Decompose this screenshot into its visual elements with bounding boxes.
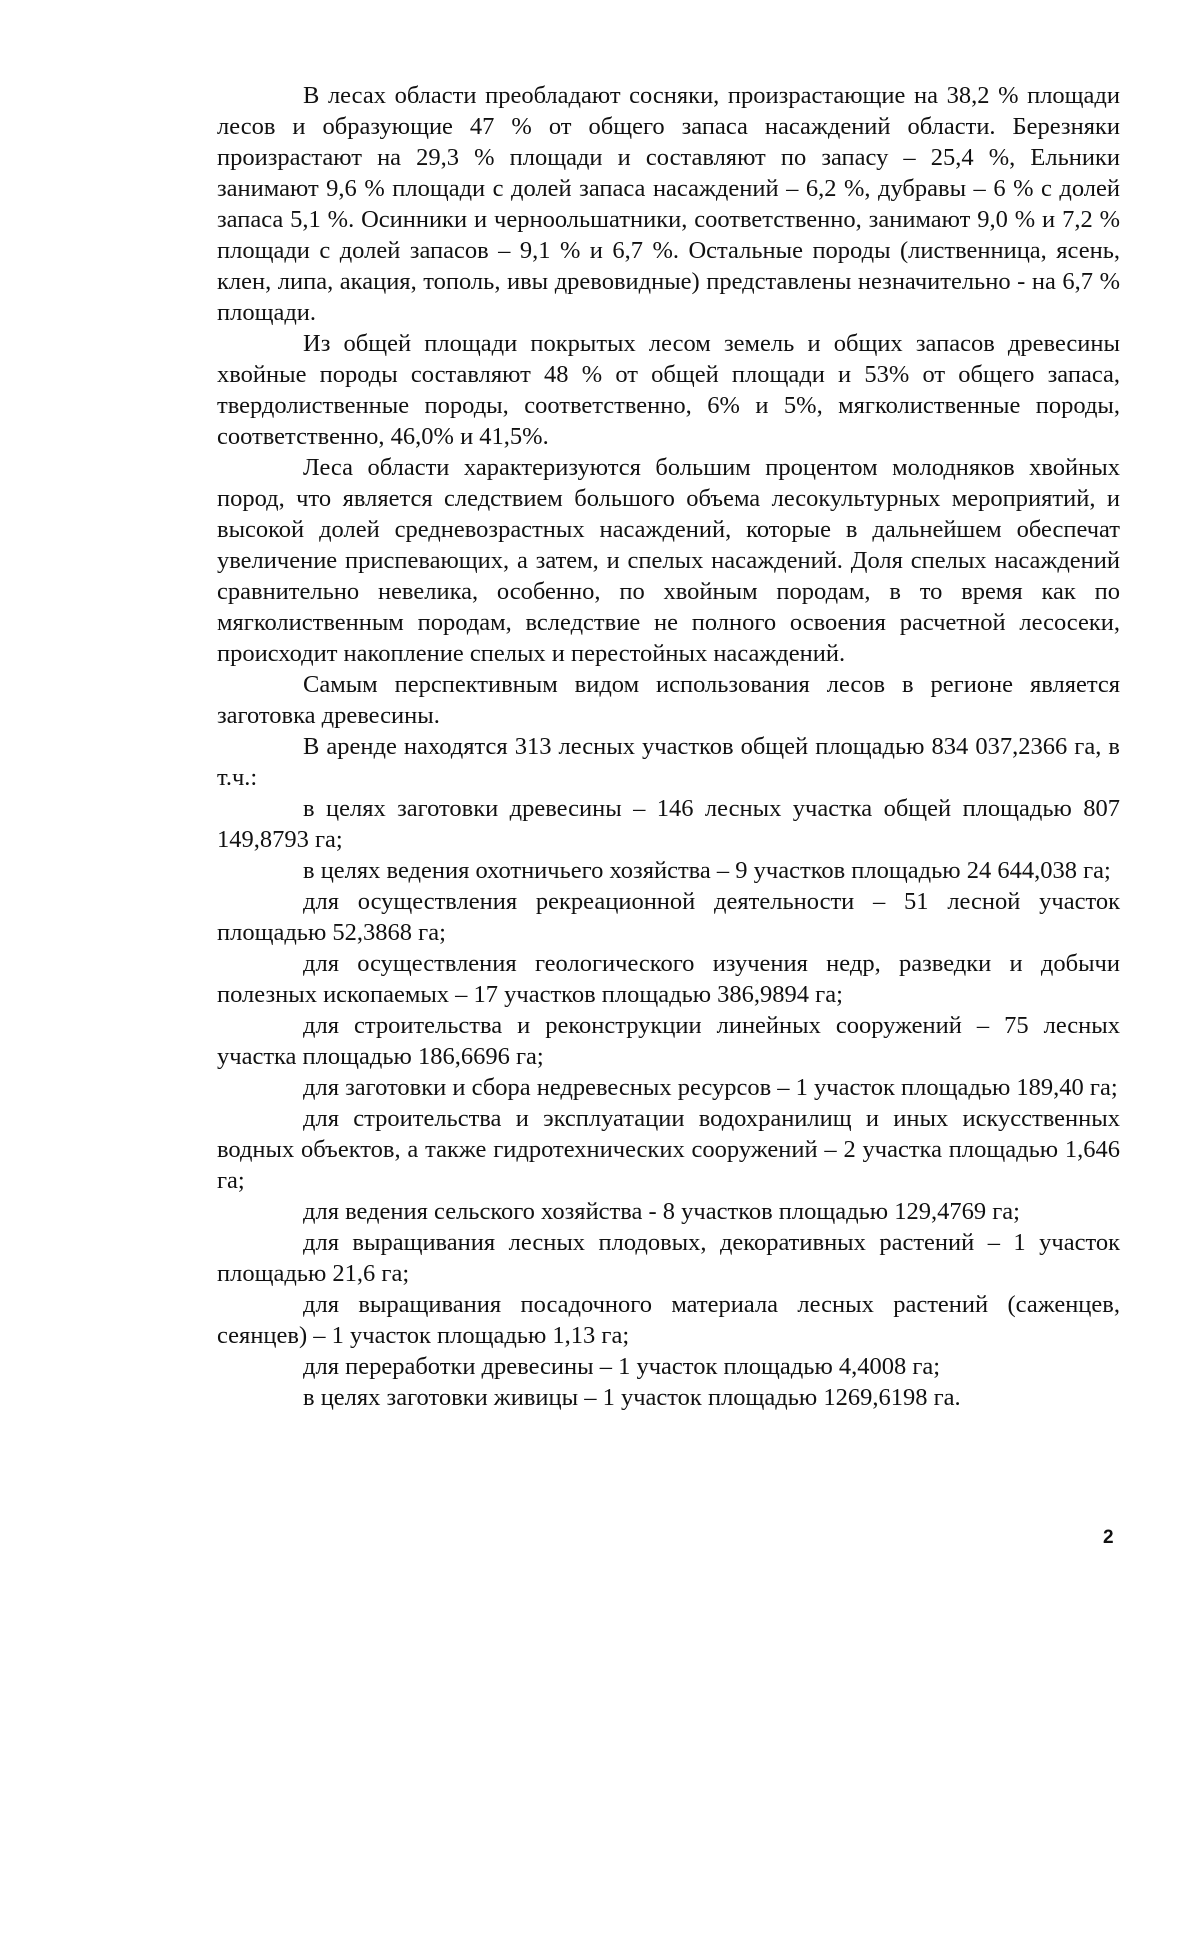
paragraph-species-share: Из общей площади покрытых лесом земель и общих запасов древесины хвойные породы составляют 48 % от общей площади и 53% от общего запаса, твердолиственные породы, соответственно, 6% и 5%, мягколиственные породы, соответственно, 46,0% и 41,5%. [217, 330, 1120, 450]
lease-item: для переработки древесины – 1 участок площадью 4,4008 га; [303, 1353, 941, 1380]
lease-item: для осуществления геологического изучения недр, разведки и добычи полезных ископаемых – 17 участков площадью 386,9894 га; [217, 950, 1120, 1008]
lease-item: для осуществления рекреационной деятельности – 51 лесной участок площадью 52,3868 га; [217, 888, 1120, 946]
page-number: 2 [1103, 1527, 1114, 1548]
paragraph-forest-composition: В лесах области преобладают сосняки, произрастающие на 38,2 % площади лесов и образующие 47 % от общего запаса насаждений области. Березняки произрастают на 29,3 % площади и составляют по запасу – 25,4 %, Ельники занимают 9,6 % площади с долей запаса насаждений – 6,2 %, дубравы – 6 % с долей запаса 5,1 %. Осинники и черноольшатники, соответственно, занимают 9,0 % и 7,2 % площади с долей запасов – 9,1 % и 6,7 %. Остальные породы (лиственница, ясень, клен, липа, акация, тополь, ивы древовидные) представлены незначительно - на 6,7 % площади. [217, 82, 1120, 326]
document-body [217, 80, 1120, 1413]
lease-item: в целях заготовки живицы – 1 участок площадью 1269,6198 га. [303, 1384, 961, 1411]
lease-item: для выращивания лесных плодовых, декоративных растений – 1 участок площадью 21,6 га; [217, 1229, 1120, 1287]
lease-item: для строительства и реконструкции линейных сооружений – 75 лесных участка площадью 186,6696 га; [217, 1012, 1120, 1070]
lease-item: для ведения сельского хозяйства - 8 участков площадью 129,4769 га; [303, 1198, 1020, 1225]
lease-item: в целях заготовки древесины – 146 лесных участка общей площадью 807 149,8793 га; [217, 795, 1120, 853]
paragraph-lease-summary: В аренде находятся 313 лесных участков общей площадью 834 037,2366 га, в т.ч.: [217, 733, 1120, 791]
paragraph-age-structure: Леса области характеризуются большим процентом молодняков хвойных пород, что является следствием большого объема лесокультурных мероприятий, и высокой долей средневозрастных насаждений, которые в дальнейшем обеспечат увеличение приспевающих, а затем, и спелых насаждений. Доля спелых насаждений сравнительно невелика, особенно, по хвойным породам, в то время как по мягколиственным породам, вследствие не полного освоения расчетной лесосеки, происходит накопление спелых и перестойных насаждений. [217, 454, 1120, 667]
lease-item: для заготовки и сбора недревесных ресурсов – 1 участок площадью 189,40 га; [303, 1074, 1118, 1101]
paragraph-forest-use: Самым перспективным видом использования лесов в регионе является заготовка древесины. [217, 671, 1120, 729]
lease-item: для выращивания посадочного материала лесных растений (саженцев, сеянцев) – 1 участок площадью 1,13 га; [217, 1291, 1120, 1349]
lease-item: для строительства и эксплуатации водохранилищ и иных искусственных водных объектов, а также гидротехнических сооружений – 2 участка площадью 1,646 га; [217, 1105, 1120, 1194]
lease-item: в целях ведения охотничьего хозяйства – 9 участков площадью 24 644,038 га; [303, 857, 1111, 884]
